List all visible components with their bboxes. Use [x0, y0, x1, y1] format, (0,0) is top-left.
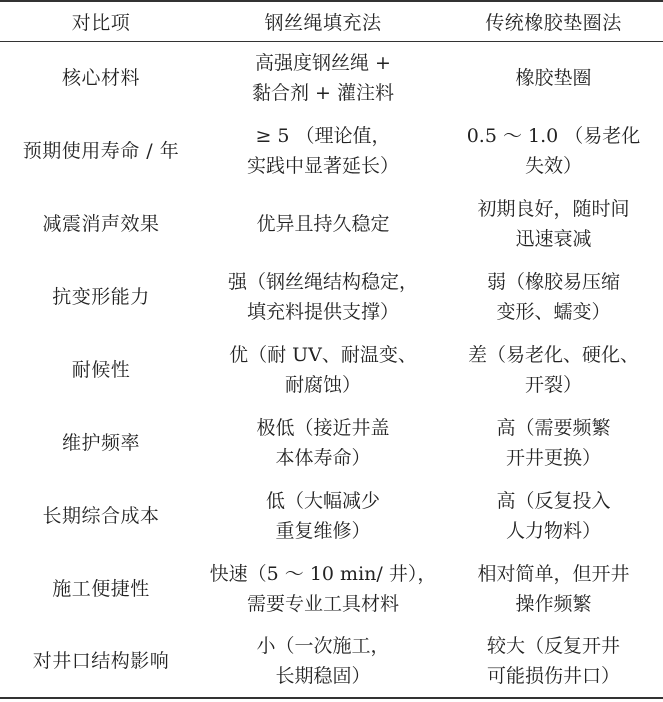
row-label: 维护频率	[61, 431, 140, 454]
cell-line: 优异且持久稳定	[256, 212, 390, 235]
steel-cell	[202, 479, 444, 552]
table-row	[0, 41, 663, 114]
cell-line: 高（反复投入	[496, 489, 611, 512]
cell-line: 开井更换）	[505, 446, 601, 469]
cell-line: 可能损伤井口）	[486, 665, 620, 687]
table-row	[0, 552, 663, 625]
table-row	[0, 406, 663, 479]
cell-line: 重复维修）	[275, 519, 371, 542]
steel-cell	[202, 406, 444, 479]
steel-cell	[202, 187, 444, 260]
row-label: 施工便捷性	[52, 577, 150, 600]
cell-line: 长期稳固）	[275, 665, 371, 687]
cell-line: 高强度钢丝绳 +	[255, 51, 391, 74]
cell-line: 实践中显著延长）	[246, 154, 399, 177]
cell-line: 本体寿命）	[275, 446, 371, 469]
rubber-cell	[444, 406, 663, 479]
cell-line: 极低（接近井盖	[256, 416, 390, 439]
row-label: 长期综合成本	[42, 504, 160, 527]
cell-line: 迅速衰减	[515, 227, 592, 250]
header-rubber-gasket-method: 传统橡胶垫圈法	[444, 1, 663, 41]
steel-cell	[202, 625, 444, 698]
cell-line: 小（一次施工，	[256, 635, 390, 657]
cell-line: 强（钢丝绳结构稳定，	[227, 270, 418, 293]
steel-cell	[202, 41, 444, 114]
row-label: 抗变形能力	[52, 285, 150, 308]
table-header	[0, 1, 663, 41]
cell-line: 低（大幅减少	[265, 489, 380, 512]
steel-cell	[202, 552, 444, 625]
table-row	[0, 625, 663, 698]
table-row	[0, 260, 663, 333]
table-row	[0, 114, 663, 187]
table-body	[0, 41, 663, 698]
cell-line: 橡胶垫圈	[515, 66, 592, 89]
steel-cell	[202, 260, 444, 333]
cell-line: 较大（反复开井	[486, 635, 620, 657]
cell-line: 开裂）	[524, 373, 582, 396]
cell-line: 初期良好，随时间	[477, 197, 630, 220]
row-label: 预期使用寿命 / 年	[22, 139, 180, 162]
rubber-cell	[444, 552, 663, 625]
cell-line: 失效）	[524, 154, 582, 177]
cell-line: 人力物料）	[505, 519, 601, 542]
header-row	[0, 1, 663, 41]
cell-line: 差（易老化、硬化、	[467, 343, 639, 366]
cell-line: 操作频繁	[515, 592, 592, 615]
table-row	[0, 333, 663, 406]
cell-line: 需要专业工具材料	[246, 592, 399, 615]
cell-line: 快速（5 ～ 10 min/ 井），	[209, 562, 437, 585]
header-steel-rope-method: 钢丝绳填充法	[202, 1, 444, 41]
rubber-cell	[444, 114, 663, 187]
row-label: 核心材料	[61, 66, 140, 89]
cell-line: 高（需要频繁	[496, 416, 611, 439]
cell-line: 弱（橡胶易压缩	[486, 270, 620, 293]
cell-line: 相对简单，但开井	[477, 562, 630, 585]
rubber-cell	[444, 479, 663, 552]
table-row	[0, 479, 663, 552]
cell-line: 变形、蠕变）	[496, 300, 611, 323]
table-row	[0, 187, 663, 260]
cell-line: ≥ 5 （理论值，	[255, 124, 391, 147]
row-label: 减震消声效果	[42, 212, 160, 235]
cell-line: 优（耐 UV、耐温变、	[229, 343, 417, 366]
cell-line: 填充料提供支撑）	[246, 300, 399, 323]
steel-cell	[202, 114, 444, 187]
cell-line: 0.5 ～ 1.0 （易老化	[466, 124, 641, 147]
cell-line: 耐腐蚀）	[284, 373, 361, 396]
rubber-cell	[444, 333, 663, 406]
steel-cell	[202, 333, 444, 406]
rubber-cell	[444, 41, 663, 114]
rubber-cell	[444, 187, 663, 260]
rubber-cell	[444, 625, 663, 698]
cell-line: 黏合剂 + 灌注料	[252, 81, 394, 104]
rubber-cell	[444, 260, 663, 333]
header-compare-item: 对比项	[0, 1, 202, 41]
row-label: 耐候性	[71, 358, 131, 381]
row-label: 对井口结构影响	[0, 625, 202, 698]
